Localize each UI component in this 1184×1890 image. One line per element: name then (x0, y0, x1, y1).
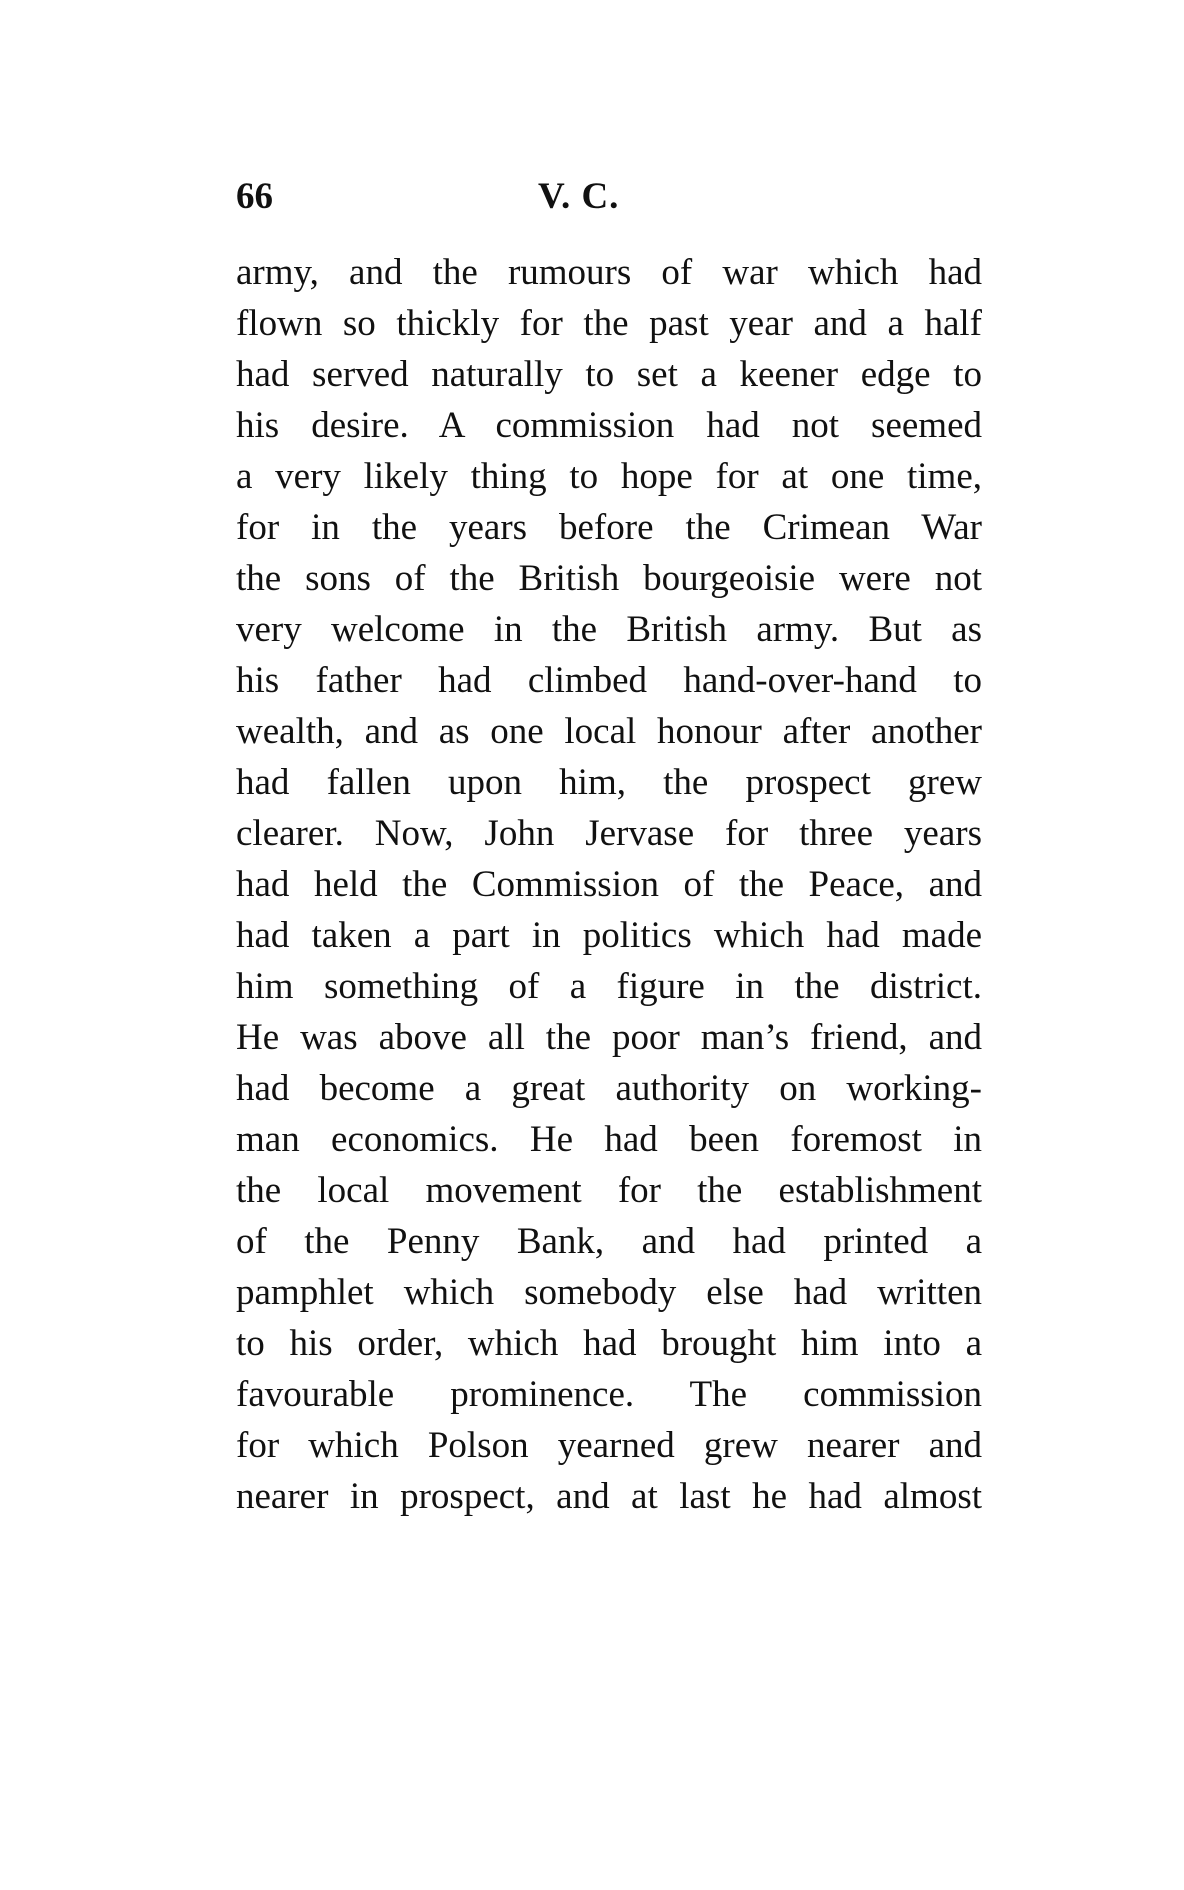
page-number: 66 (236, 176, 273, 217)
text-line: pamphlet which somebody else had written (236, 1272, 982, 1313)
text-line: nearer in prospect, and at last he had almost (236, 1476, 982, 1517)
text-line: had fallen upon him, the prospect grew (236, 762, 982, 803)
text-line: a very likely thing to hope for at one time, (236, 456, 982, 497)
text-line: for which Polson yearned grew nearer and (236, 1425, 982, 1466)
running-head (236, 172, 982, 222)
text-line: wealth, and as one local honour after another (236, 711, 982, 752)
text-line: to his order, which had brought him into a (236, 1323, 982, 1364)
text-line: He was above all the poor man’s friend, and (236, 1017, 982, 1058)
text-line: his desire. A commission had not seemed (236, 405, 982, 446)
text-line: army, and the rumours of war which had (236, 252, 982, 293)
text-line: the sons of the British bourgeoisie were not (236, 558, 982, 599)
text-line: man economics. He had been foremost in (236, 1119, 982, 1160)
text-line: flown so thickly for the past year and a half (236, 303, 982, 344)
running-title: V. C. (538, 176, 620, 217)
text-line: had held the Commission of the Peace, and (236, 864, 982, 905)
text-line: him something of a figure in the district. (236, 966, 982, 1007)
body-text (236, 247, 982, 1522)
text-line: had taken a part in politics which had made (236, 915, 982, 956)
text-line: his father had climbed hand-over-hand to (236, 660, 982, 701)
text-line: favourable prominence. The commission (236, 1374, 982, 1415)
text-line: clearer. Now, John Jervase for three years (236, 813, 982, 854)
text-line: had become a great authority on working- (236, 1068, 982, 1109)
text-line: the local movement for the establishment (236, 1170, 982, 1211)
text-line: of the Penny Bank, and had printed a (236, 1221, 982, 1262)
text-line: had served naturally to set a keener edge to (236, 354, 982, 395)
text-line: for in the years before the Crimean War (236, 507, 982, 548)
text-line: very welcome in the British army. But as (236, 609, 982, 650)
